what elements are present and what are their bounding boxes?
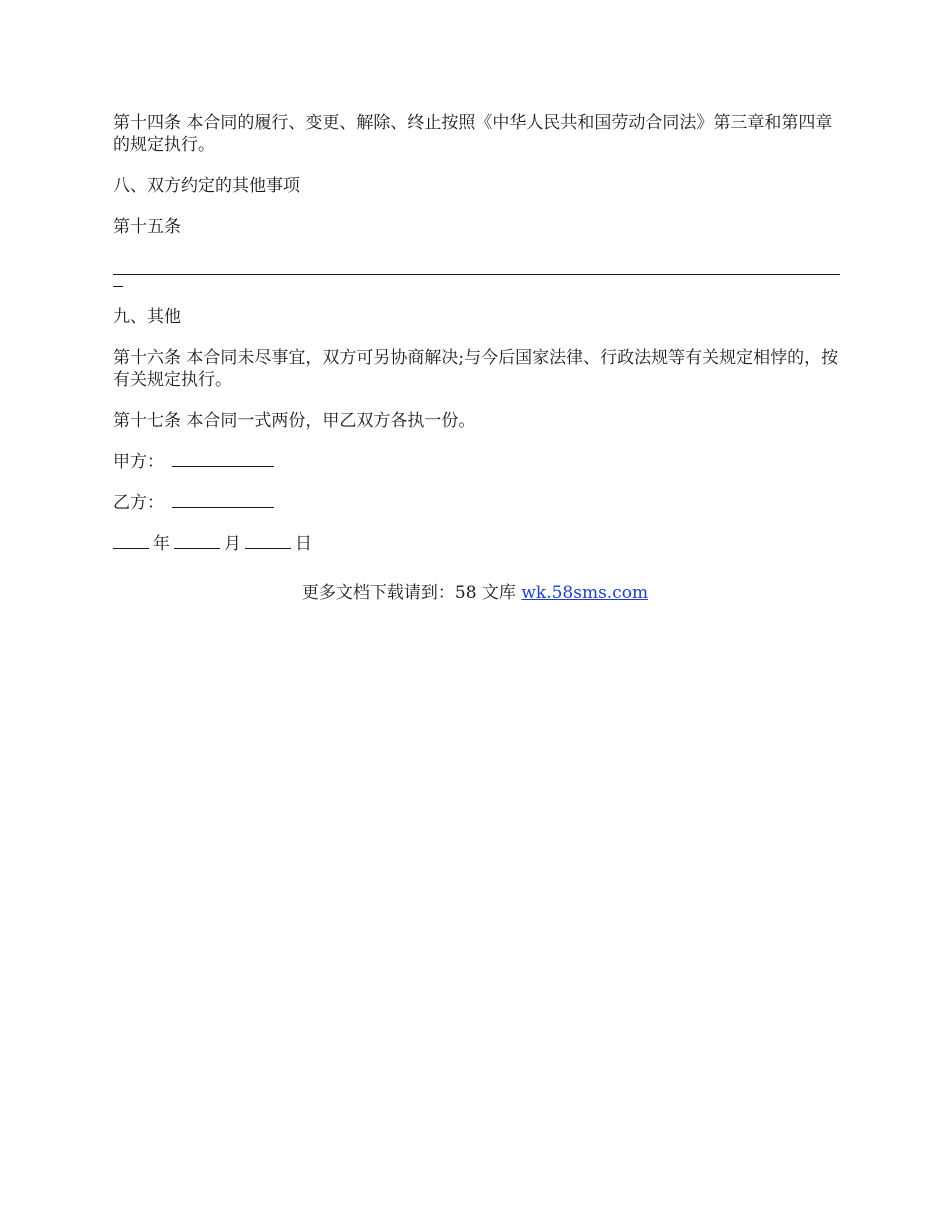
section-9-heading: 九、其他 <box>113 307 181 327</box>
fill-line <box>113 238 840 275</box>
article-16: 第十六条 本合同未尽事宜，双方可另协商解决;与今后国家法律、行政法规等有关规定相悖的，按有关规定执行。 <box>113 348 839 390</box>
day-blank <box>245 534 291 549</box>
party-b-signature <box>113 492 840 514</box>
article-15: 第十五条 <box>113 217 181 237</box>
article-15-fill-line <box>113 238 840 287</box>
party-a-label: 甲方： <box>113 452 164 472</box>
party-b-label: 乙方： <box>113 493 164 513</box>
month-label: 月 <box>224 534 241 554</box>
article-17: 第十七条 本合同一式两份，甲乙双方各执一份。 <box>113 411 476 431</box>
year-blank <box>113 534 149 549</box>
signing-date <box>113 533 840 555</box>
party-a-blank <box>172 452 274 467</box>
document-body <box>113 112 840 574</box>
footer <box>0 582 950 604</box>
fill-line-tail <box>113 275 123 287</box>
section-8-heading: 八、双方约定的其他事项 <box>113 176 300 196</box>
year-label: 年 <box>153 534 170 554</box>
footer-text: 更多文档下载请到：58 文库 <box>301 583 522 603</box>
party-a-signature <box>113 451 840 473</box>
month-blank <box>174 534 220 549</box>
day-label: 日 <box>295 534 312 554</box>
party-b-blank <box>172 493 274 508</box>
footer-link[interactable]: wk.58sms.com <box>521 583 649 603</box>
article-14: 第十四条 本合同的履行、变更、解除、终止按照《中华人民共和国劳动合同法》第三章和第四章的规定执行。 <box>113 113 833 155</box>
